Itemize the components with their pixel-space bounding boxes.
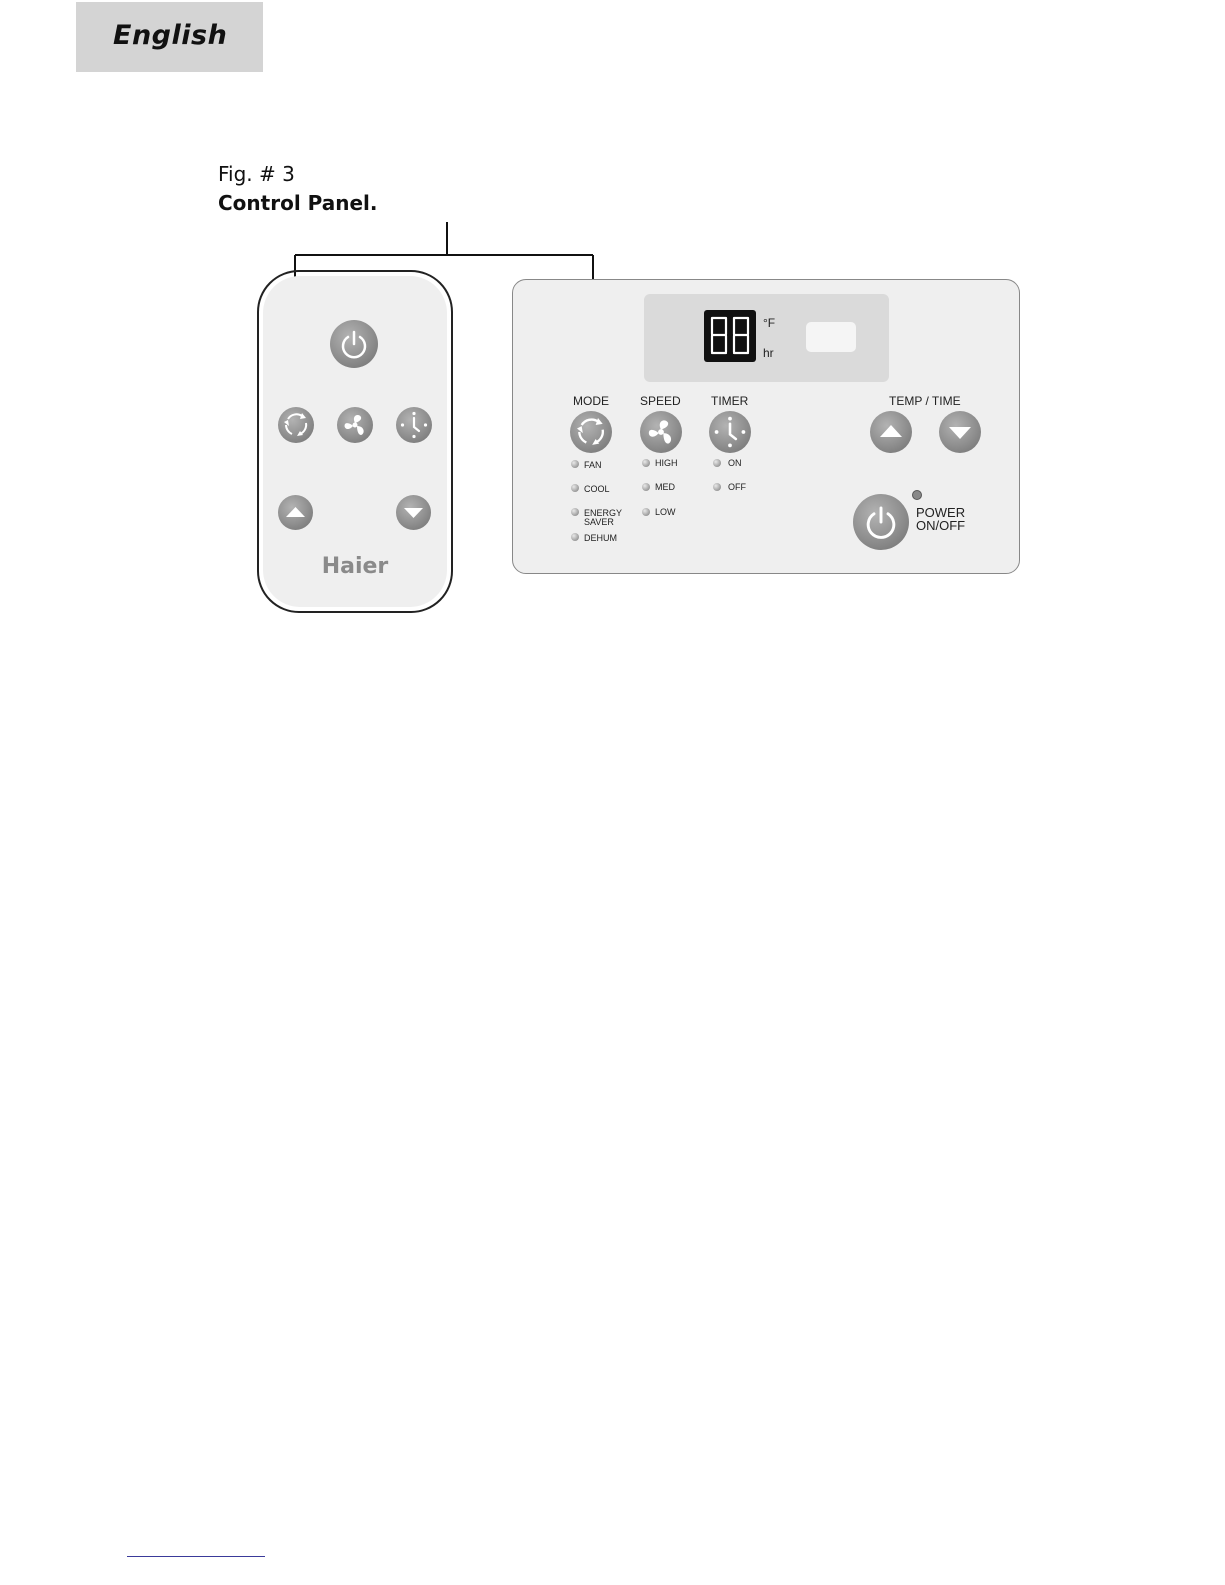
unit-hours: hr xyxy=(763,346,774,360)
indicator-fan xyxy=(571,460,579,468)
indicator-high xyxy=(642,459,650,467)
timer-label: TIMER xyxy=(711,394,749,408)
footer-divider xyxy=(127,1556,265,1557)
panel-temp-up-button[interactable] xyxy=(870,411,912,453)
indicator-timer-off-label: OFF xyxy=(728,482,746,492)
indicator-energy-label: ENERGY xyxy=(584,508,623,518)
figure-number: Fig. # 3 xyxy=(218,162,295,186)
indicator-low-label: LOW xyxy=(655,507,676,517)
seven-segment-display xyxy=(704,310,756,362)
down-arrow-icon xyxy=(396,495,431,530)
remote-mode-button[interactable] xyxy=(278,407,314,443)
indicator-fan-label: FAN xyxy=(584,460,602,470)
power-label-line1: POWER xyxy=(916,505,966,520)
panel-power-button[interactable] xyxy=(853,494,909,550)
indicator-dehum xyxy=(571,533,579,541)
receiver-window xyxy=(806,322,856,352)
power-label xyxy=(916,506,965,532)
indicator-timer-on-label: ON xyxy=(728,458,742,468)
panel-timer-button[interactable] xyxy=(709,411,751,453)
indicator-cool-label: COOL xyxy=(584,484,610,494)
timer-icon xyxy=(709,411,751,453)
remote-timer-button[interactable] xyxy=(396,407,432,443)
panel-temp-down-button[interactable] xyxy=(939,411,981,453)
down-arrow-icon xyxy=(939,411,981,453)
fan-icon xyxy=(337,407,373,443)
remote-down-button[interactable] xyxy=(396,495,431,530)
indicator-med xyxy=(642,483,650,491)
indicator-cool xyxy=(571,484,579,492)
remote-up-button[interactable] xyxy=(278,495,313,530)
remote-speed-button[interactable] xyxy=(337,407,373,443)
panel-speed-button[interactable] xyxy=(640,411,682,453)
language-tab-label: English xyxy=(113,20,228,51)
indicator-timer-off xyxy=(713,483,721,491)
indicator-low xyxy=(642,508,650,516)
timer-icon xyxy=(396,407,432,443)
up-arrow-icon xyxy=(870,411,912,453)
up-arrow-icon xyxy=(278,495,313,530)
power-icon xyxy=(330,320,378,368)
panel-mode-button[interactable] xyxy=(570,411,612,453)
indicator-high-label: HIGH xyxy=(655,458,678,468)
indicator-energy-saver xyxy=(571,508,579,516)
unit-fahrenheit: °F xyxy=(763,316,776,330)
indicator-saver-label: SAVER xyxy=(584,517,614,527)
mode-label: MODE xyxy=(573,394,609,408)
fan-icon xyxy=(640,411,682,453)
mode-icon xyxy=(570,411,612,453)
indicator-med-label: MED xyxy=(655,482,675,492)
indicator-dehum-label: DEHUM xyxy=(584,533,617,543)
indicator-timer-on xyxy=(713,459,721,467)
temp-time-label: TEMP / TIME xyxy=(889,394,961,408)
power-indicator-led xyxy=(912,490,922,500)
remote-brand-logo: Haier xyxy=(321,554,389,579)
digits-display xyxy=(704,310,756,362)
mode-icon xyxy=(278,407,314,443)
power-label-line2: ON/OFF xyxy=(916,518,966,533)
speed-label: SPEED xyxy=(640,394,681,408)
figure-title: Control Panel. xyxy=(218,191,378,215)
power-icon xyxy=(853,494,909,550)
remote-power-button[interactable] xyxy=(330,320,378,368)
